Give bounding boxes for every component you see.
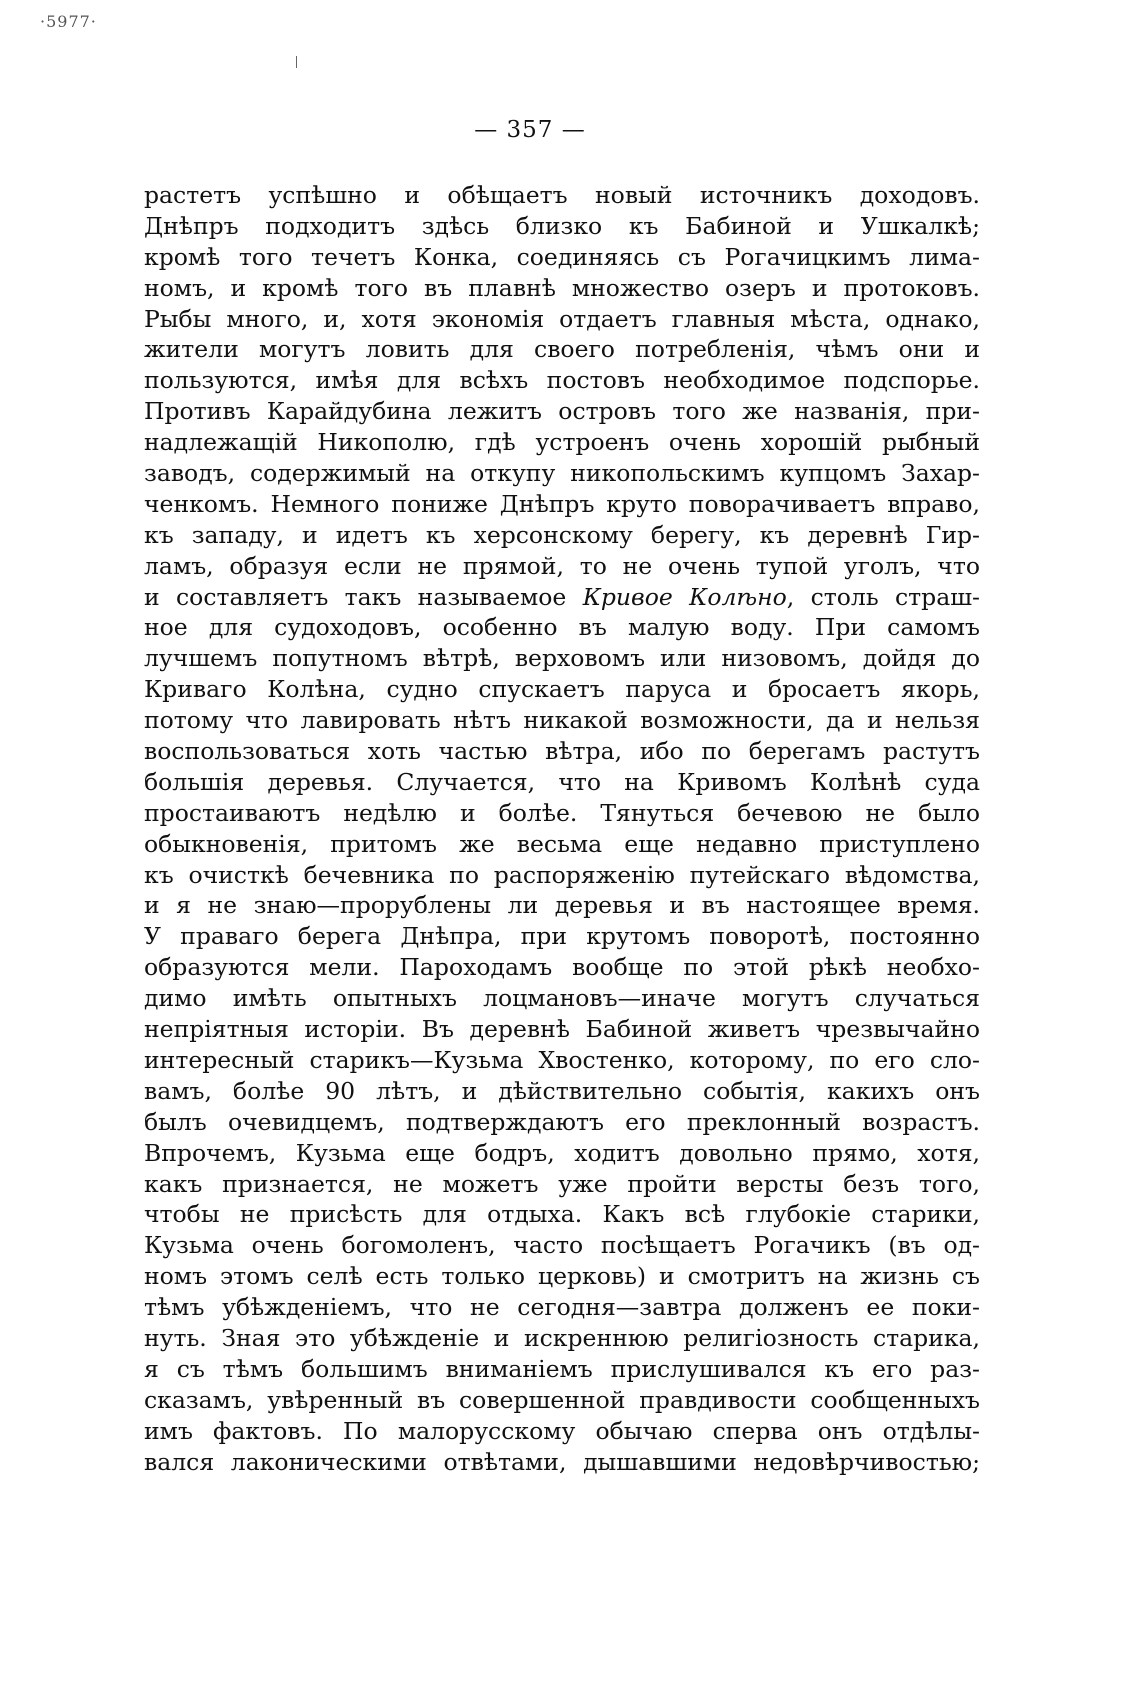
text-line-23: къ очисткѣ бечевника по распоряженію путейскаго вѣдомства,: [144, 860, 980, 889]
text-line-28: непріятныя исторіи. Въ деревнѣ Бабиной живетъ чрезвычайно: [144, 1015, 980, 1044]
text-line-31: былъ очевидцемъ, подтверждаютъ его преклонный возрастъ.: [144, 1107, 980, 1136]
text-line-3: кромѣ того течетъ Конка, соединяясь съ Рогачицкимъ лима-: [144, 242, 980, 271]
text-line-34: чтобы не присѣсть для отдыха. Какъ всѣ глубокіе старики,: [144, 1200, 980, 1229]
text-line-13: ламъ, образуя если не прямой, то не очень тупой уголъ, что: [144, 551, 980, 580]
text-line-29: интересный старикъ—Кузьма Хвостенко, которому, по его сло-: [144, 1045, 980, 1074]
text-line-27: димо имѣть опытныхъ лоцмановъ—иначе могутъ случаться: [144, 984, 980, 1013]
text-line-1: растетъ успѣшно и обѣщаетъ новый источникъ доходовъ.: [144, 181, 980, 209]
text-line-33: какъ признается, не можетъ уже пройти версты безъ того,: [144, 1169, 980, 1198]
corner-stamp: ·5977·: [40, 12, 97, 31]
text-line-37: тѣмъ убѣжденіемъ, что не сегодня—завтра долженъ ее поки-: [144, 1293, 980, 1322]
text-line-15: ное для судоходовъ, особенно въ малую воду. При самомъ: [144, 613, 980, 642]
text-line-39: я съ тѣмъ большимъ вниманіемъ прислушивался къ его раз-: [144, 1354, 980, 1383]
text-line-17: Криваго Колѣна, судно спускаетъ паруса и бросаетъ якорь,: [144, 675, 980, 704]
text-line-21: простаиваютъ недѣлю и болѣе. Тянуться бечевою не было: [144, 798, 980, 827]
text-line-41: имъ фактовъ. По малорусскому обычаю сперва онъ отдѣлы-: [144, 1416, 980, 1445]
text-line-14-end: , столь страш-: [786, 582, 980, 611]
text-line-35: Кузьма очень богомоленъ, часто посѣщаетъ Рогачикъ (въ од-: [144, 1231, 980, 1260]
text-line-36: номъ этомъ селѣ есть только церковь) и смотритъ на жизнь съ: [144, 1262, 980, 1291]
text-line-10: заводъ, содержимый на откупу никопольскимъ купцомъ Захар-: [144, 459, 980, 488]
italic-place-name: Кривое Колѣно: [582, 582, 787, 611]
text-line-4: номъ, и кромѣ того въ плавнѣ множество озеръ и протоковъ.: [144, 273, 980, 302]
text-line-2: Днѣпръ подходитъ здѣсь близко къ Бабиной и Ушкалкѣ;: [144, 211, 980, 240]
text-line-9: надлежащій Никополю, гдѣ устроенъ очень хорошій рыбный: [144, 428, 980, 457]
text-line-26: образуются мели. Пароходамъ вообще по этой рѣкѣ необхо-: [144, 953, 980, 982]
text-line-7: пользуются, имѣя для всѣхъ постовъ необходимое подспорье.: [144, 366, 980, 395]
text-line-20: большія деревья. Случается, что на Кривомъ Колѣнѣ суда: [144, 767, 980, 796]
text-line-6: жители могутъ ловить для своего потребленія, чѣмъ они и: [144, 335, 980, 364]
text-line-24: и я не знаю—прорублены ли деревья и въ настоящее время.: [144, 891, 980, 920]
text-line-40: сказамъ, увѣренный въ совершенной правдивости сообщенныхъ: [144, 1385, 980, 1414]
text-line-14: [144, 582, 980, 613]
text-line-32: Впрочемъ, Кузьма еще бодръ, ходитъ довольно прямо, хотя,: [144, 1138, 980, 1167]
body-text: [144, 180, 980, 1477]
scan-artifact: [296, 56, 297, 68]
text-line-19: воспользоваться хоть частью вѣтра, ибо по берегамъ растутъ: [144, 737, 980, 766]
text-line-42: вался лаконическими отвѣтами, дышавшими недовѣрчивостью;: [144, 1447, 980, 1476]
text-line-14-start: и составляетъ такъ называемое: [144, 582, 583, 611]
text-line-22: обыкновенія, притомъ же весьма еще недавно приступлено: [144, 829, 980, 858]
text-line-16: лучшемъ попутномъ вѣтрѣ, верховомъ или низовомъ, дойдя до: [144, 644, 980, 673]
text-line-11: ченкомъ. Немного пониже Днѣпръ круто поворачиваетъ вправо,: [144, 489, 980, 518]
text-line-30: вамъ, болѣе 90 лѣтъ, и дѣйствительно событія, какихъ онъ: [144, 1076, 980, 1105]
text-line-25: У праваго берега Днѣпра, при крутомъ поворотѣ, постоянно: [144, 922, 980, 951]
text-line-38: нуть. Зная это убѣжденіе и искреннюю религіозность старика,: [144, 1323, 980, 1352]
text-line-5: Рыбы много, и, хотя экономія отдаетъ главныя мѣста, однако,: [144, 304, 980, 333]
text-line-8: Противъ Карайдубина лежитъ островъ того же названія, при-: [144, 397, 980, 426]
text-line-12: къ западу, и идетъ къ херсонскому берегу, къ деревнѣ Гир-: [144, 520, 980, 549]
page-number: — 357 —: [474, 117, 586, 143]
text-line-18: потому что лавировать нѣтъ никакой возможности, да и нельзя: [144, 706, 980, 735]
